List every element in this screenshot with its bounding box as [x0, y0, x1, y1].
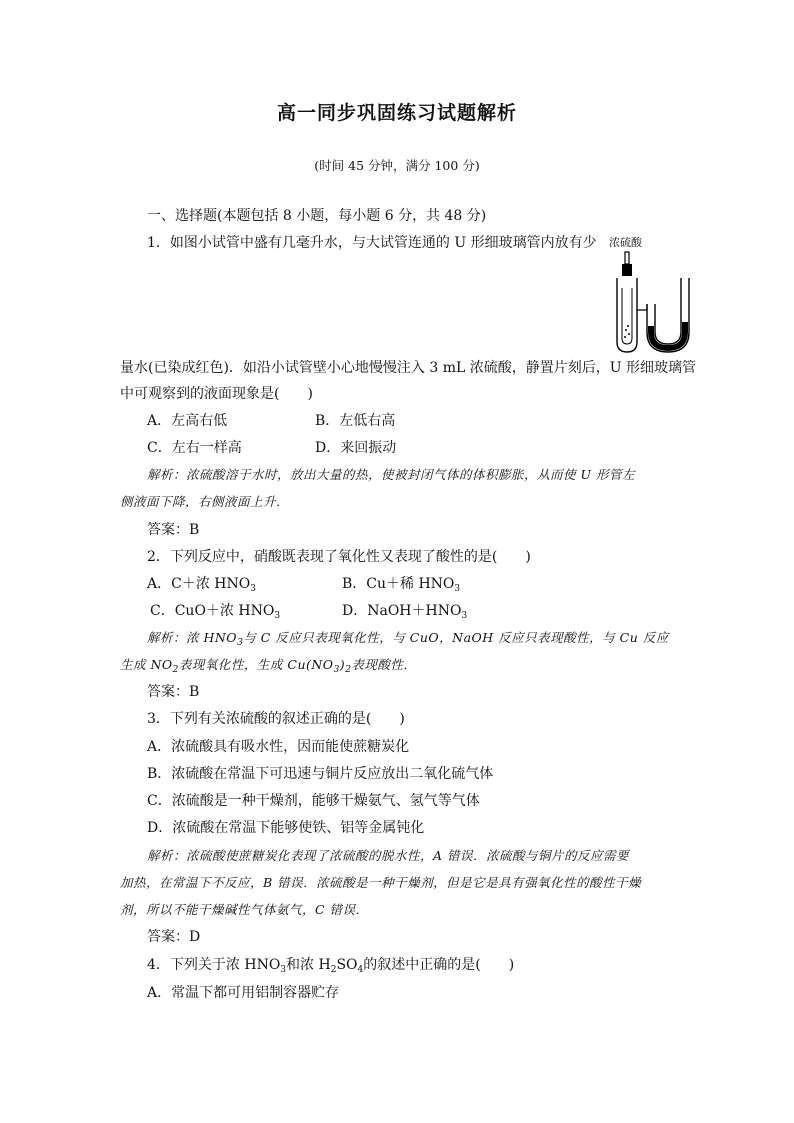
q4-option-a: A．常温下都可用铝制容器贮存 [147, 985, 340, 1001]
q2-option-a: A．C＋浓 $HNO_3$ [147, 576, 256, 594]
q2-option-c: C．CuO＋浓 $HNO_3$ [150, 603, 281, 621]
q2-option-b: B．Cu＋稀 $HNO_3$ [342, 576, 461, 594]
q2-analysis-line2: 生成 $NO_2$表现氧化性，生成 $Cu(NO_3)_2$表现酸性． [120, 657, 417, 675]
page-subtitle: (时间 45 分钟，满分 100 分) [314, 158, 480, 173]
q1-option-c: C．左右一样高 [147, 440, 242, 456]
q2-analysis-line1: 解析：浓 $HNO_3$与 C 反应只表现氧化性，与 CuO，NaOH 反应只表现酸性，与 Cu 反应 [147, 630, 669, 648]
q3-option-c: C．浓硫酸是一种干燥剂，能够干燥氨气、氢气等气体 [147, 793, 480, 809]
q3-option-a: A．浓硫酸具有吸水性，因而能使蔗糖炭化 [147, 739, 410, 755]
q1-analysis-line1: 解析：浓硫酸溶于水时，放出大量的热，使被封闭气体的体积膨胀，从而使 U 形管左 [147, 467, 635, 482]
page-title: 高一同步巩固练习试题解析 [276, 102, 517, 124]
q3-answer: 答案：D [147, 929, 201, 945]
q1-stem-line2: 量水(已染成红色)．如沿小试管壁小心地慢慢注入 3 mL 浓硫酸，静置片刻后，U 形细玻璃管 [120, 360, 697, 376]
q3-option-d: D．浓硫酸在常温下能够使铁、铝等金属钝化 [147, 820, 425, 836]
u-tube-apparatus-figure [602, 230, 702, 360]
figure-label: 浓硫酸 [609, 236, 642, 249]
q3-analysis-line1: 解析：浓硫酸使蔗糖炭化表现了浓硫酸的脱水性，A 错误．浓硫酸与铜片的反应需要 [147, 848, 630, 863]
q3-option-b: B．浓硫酸在常温下可迅速与铜片反应放出二氧化硫气体 [147, 766, 494, 782]
q1-stem-line3: 中可观察到的液面现象是( ) [120, 386, 313, 402]
q2-answer: 答案：B [147, 684, 200, 700]
q1-option-d: D．来回振动 [315, 440, 397, 456]
q3-stem: 3．下列有关浓硫酸的叙述正确的是( ) [147, 711, 405, 727]
section-heading: 一、选择题(本题包括 8 小题，每小题 6 分，共 48 分) [147, 208, 487, 224]
q1-answer: 答案：B [147, 522, 200, 538]
q3-analysis-line3: 剂，所以不能干燥碱性气体氨气，C 错误． [120, 902, 369, 917]
q2-option-d: D．$NaOH+HNO_3$ [342, 603, 468, 621]
q1-option-a: A．左高右低 [147, 413, 228, 429]
q1-analysis-line2: 侧液面下降，右侧液面上升． [120, 494, 290, 509]
q2-stem: 2．下列反应中，硝酸既表现了氧化性又表现了酸性的是( ) [147, 549, 531, 565]
q1-option-b: B．左低右高 [315, 413, 396, 429]
q3-analysis-line2: 加热，在常温下不反应，B 错误．浓硫酸是一种干燥剂，但是它是具有强氧化性的酸性干燥 [120, 875, 642, 890]
q1-stem-line1: 1．如图小试管中盛有几毫升水，与大试管连通的 U 形细玻璃管内放有少 [147, 235, 597, 251]
q4-stem: 4．下列关于浓 $HNO_3$和浓 $H_2SO_4$的叙述中正确的是( ) [147, 957, 515, 975]
